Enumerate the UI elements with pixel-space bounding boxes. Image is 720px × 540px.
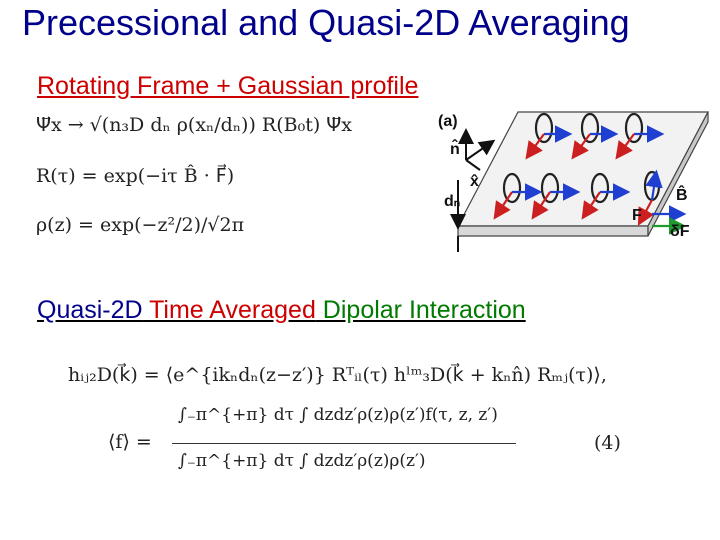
subtitle-quasi2d [37, 296, 526, 325]
label-B-hat: B̂ [676, 187, 688, 204]
slide-title: Precessional and Quasi-2D Averaging [22, 2, 630, 43]
label-delta-F: δF [670, 223, 690, 240]
fraction-bar [172, 443, 516, 444]
subtitle-part-dipolar: Dipolar Interaction [315, 296, 526, 324]
equation-wavefunction-transform: Ψ⃗x → √(n₃D dₙ ρ(xₙ/dₙ)) R(B₀t) Ψ⃗x [36, 114, 352, 136]
equation-gaussian-profile: ρ(z) = exp(−z²/2)/√2π [36, 214, 245, 236]
figure-precession-diagram [420, 104, 710, 262]
panel-label: (a) [438, 113, 458, 130]
equation-rotation-operator: R(τ) = exp(−iτ B̂ · F⃗) [36, 165, 235, 187]
slab-front-face [458, 226, 648, 236]
subtitle-part-time-averaged: Time Averaged [142, 296, 316, 324]
subtitle-part-quasi2d: Quasi-2D [37, 296, 143, 324]
equation-h2d: hᵢⱼ₂D(k⃗) = ⟨e^{ikₙdₙ(z−z′)} Rᵀᵢₗ(τ) hˡᵐ₃D(k⃗ + kₙn̂) Rₘⱼ(τ)⟩, [68, 364, 607, 386]
equation-number: (4) [594, 432, 621, 454]
equation-average-numerator: ∫₋π^{+π} dτ ∫ dzdz′ρ(z)ρ(z′)f(τ, z, z′) [178, 405, 498, 425]
label-dn: dₙ [444, 193, 461, 210]
label-x-hat: x̂ [470, 173, 479, 190]
subtitle-rotating-frame: Rotating Frame + Gaussian profile [37, 72, 419, 100]
label-F: F [632, 207, 642, 224]
label-n-hat: n̂ [450, 141, 460, 158]
equation-average-lhs: ⟨f⟩ = [108, 431, 152, 453]
equation-average-denominator: ∫₋π^{+π} dτ ∫ dzdz′ρ(z)ρ(z′) [178, 451, 426, 471]
